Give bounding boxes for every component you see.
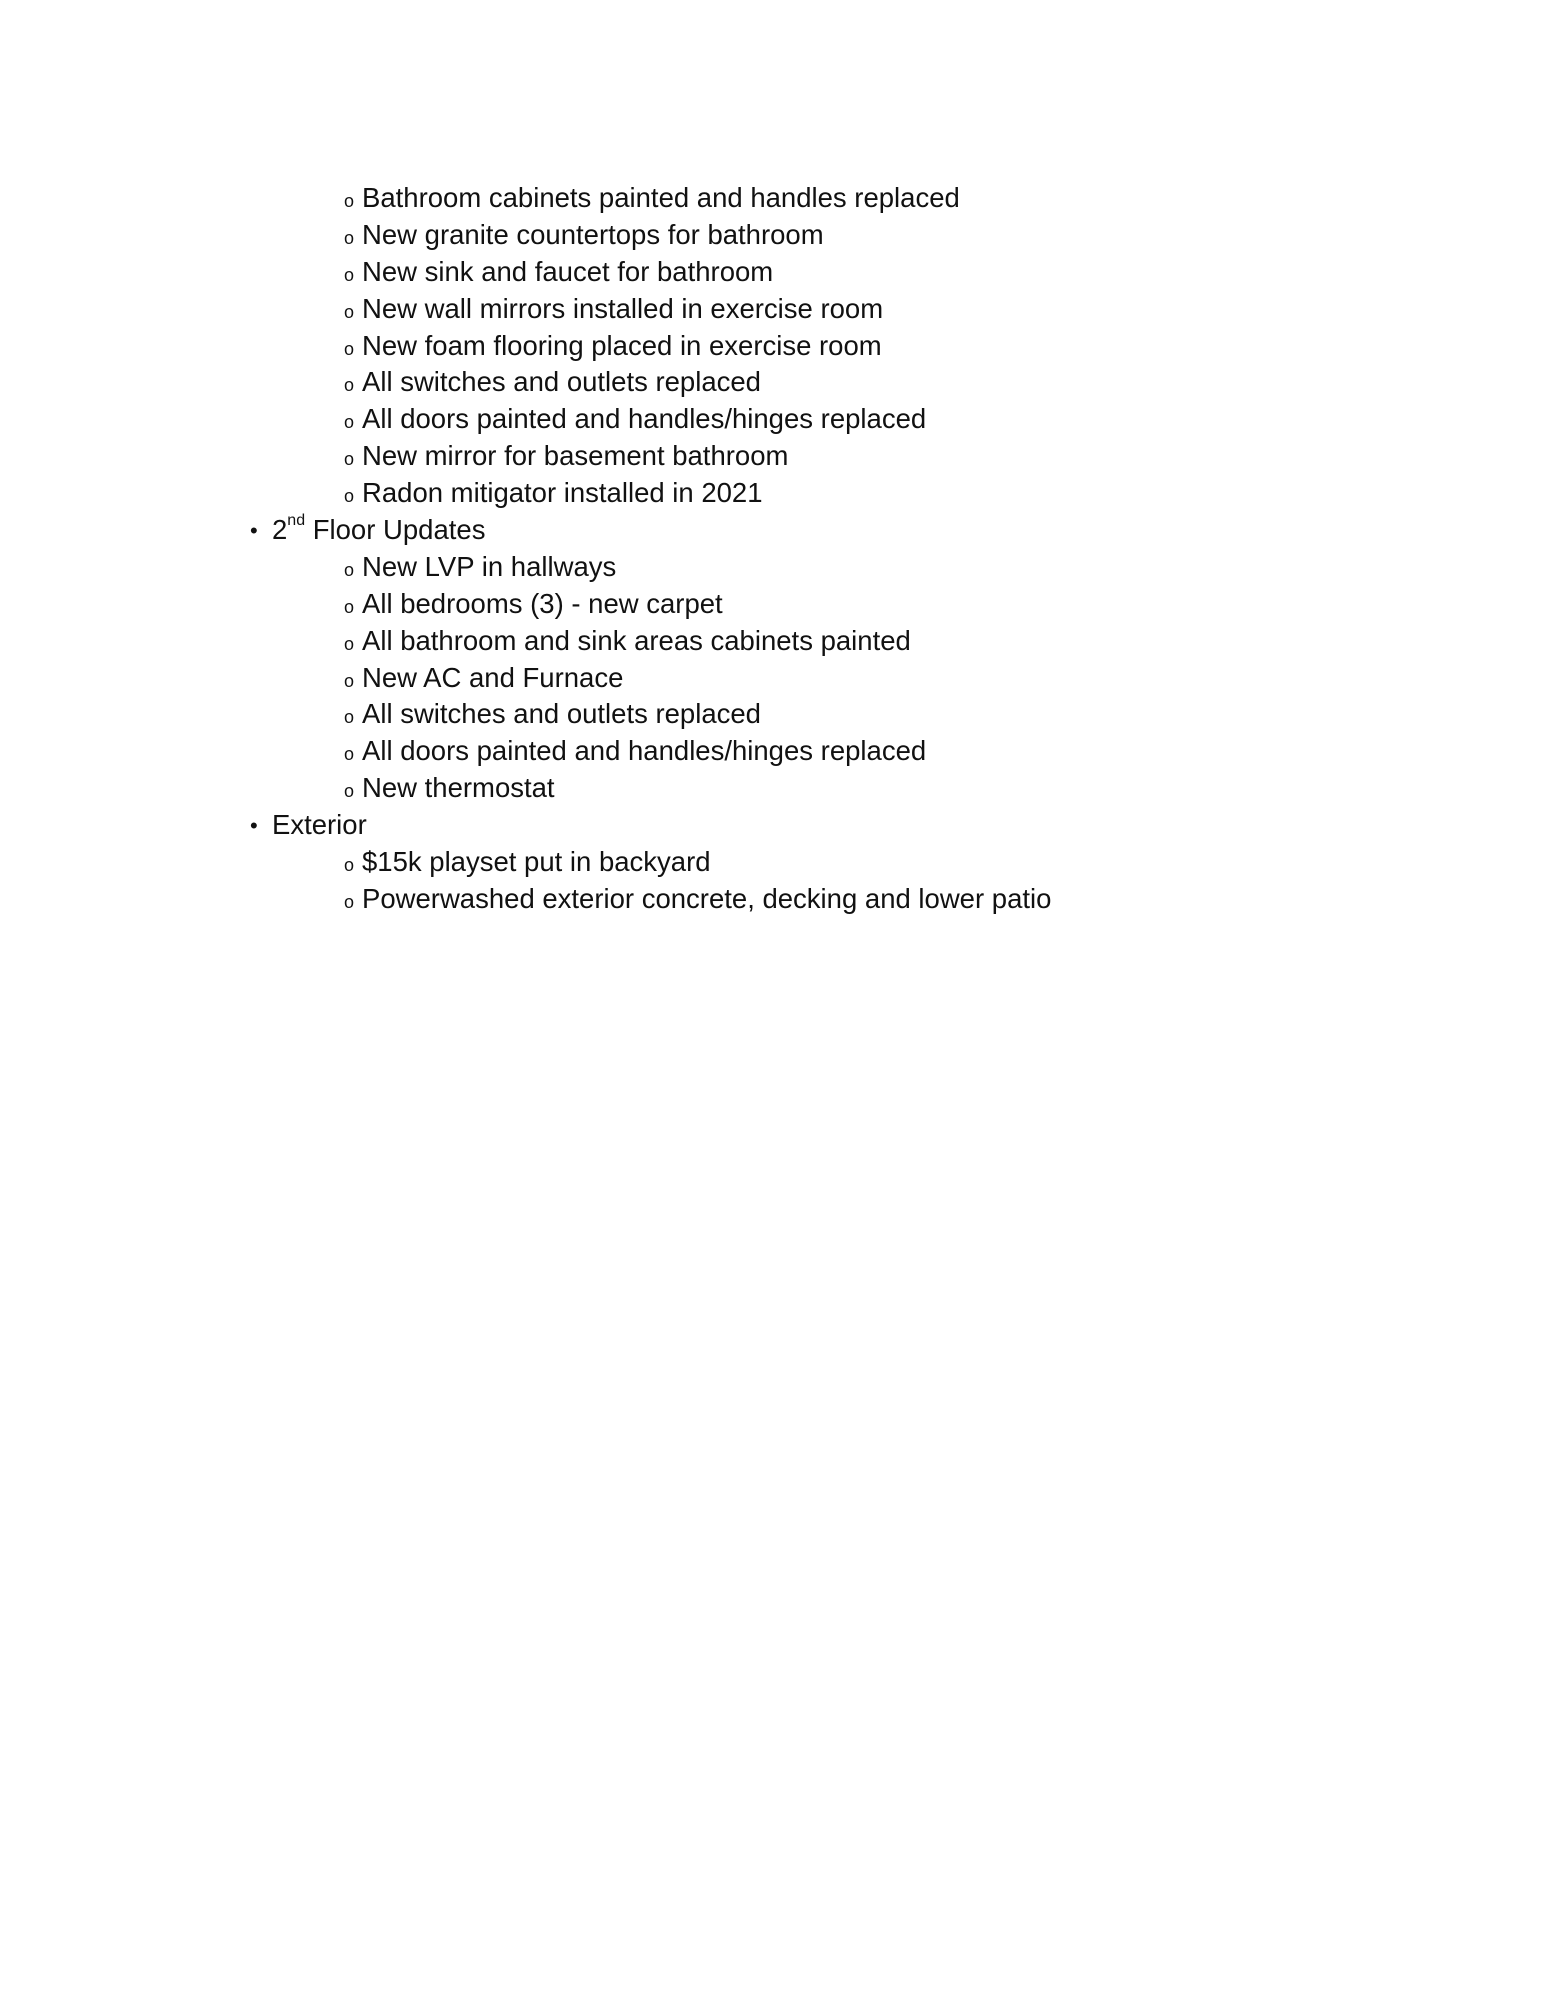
- list-item-text: Bathroom cabinets painted and handles replaced: [362, 182, 960, 213]
- circle-bullet-icon: o: [344, 707, 355, 728]
- circle-bullet-icon: o: [344, 891, 355, 912]
- list-item: [0, 291, 1545, 328]
- list-item: [0, 364, 1545, 401]
- list-item-text: New mirror for basement bathroom: [362, 440, 789, 472]
- circle-bullet-icon: o: [344, 227, 355, 248]
- circle-bullet-icon: o: [344, 486, 355, 507]
- section-heading-exterior: [0, 807, 1545, 844]
- section-heading-second-floor: [0, 512, 1545, 549]
- disc-bullet-icon: •: [250, 518, 258, 544]
- circle-bullet-icon: o: [344, 855, 355, 876]
- list-item: [0, 733, 1545, 770]
- list-item: [0, 881, 1545, 918]
- list-item-text: All bedrooms (3) - new carpet: [362, 587, 723, 619]
- circle-bullet-icon: o: [344, 559, 355, 580]
- list-item: [0, 438, 1545, 475]
- section-heading-text: Exterior: [272, 809, 367, 841]
- list-item: [0, 696, 1545, 733]
- list-item: [0, 844, 1545, 881]
- circle-bullet-icon: o: [344, 264, 355, 285]
- section-heading-text: [272, 512, 485, 549]
- list-item-text: All switches and outlets replaced: [362, 698, 761, 730]
- list-item-text: $15k playset put in backyard: [362, 846, 711, 878]
- list-item: [0, 254, 1545, 291]
- list-item: [0, 549, 1545, 586]
- circle-bullet-icon: o: [344, 744, 355, 765]
- list-item: [0, 180, 1545, 217]
- list-item-text: All switches and outlets replaced: [362, 366, 761, 398]
- circle-bullet-icon: o: [344, 375, 355, 396]
- circle-bullet-icon: o: [344, 338, 355, 359]
- heading-ordinal-suffix: nd: [287, 511, 306, 529]
- list-item: [0, 660, 1545, 697]
- list-item-text: All doors painted and handles/hinges replaced: [362, 735, 927, 767]
- list-item-text: New AC and Furnace: [362, 661, 624, 693]
- circle-bullet-icon: o: [344, 301, 355, 322]
- list-item-text: All doors painted and handles/hinges replaced: [362, 403, 927, 435]
- disc-bullet-icon: •: [250, 813, 258, 839]
- list-item: [0, 770, 1545, 807]
- list-item: [0, 328, 1545, 365]
- list-item-text: New wall mirrors installed in exercise room: [362, 292, 884, 324]
- bullet-list: [0, 180, 1545, 918]
- list-item-text: New thermostat: [362, 772, 555, 804]
- list-item-text: Radon mitigator installed in 2021: [362, 477, 763, 509]
- circle-bullet-icon: o: [344, 781, 355, 802]
- circle-bullet-icon: o: [344, 412, 355, 433]
- list-item-text: New foam flooring placed in exercise room: [362, 329, 882, 361]
- list-item: [0, 475, 1545, 512]
- circle-bullet-icon: o: [344, 596, 355, 617]
- list-item-text: New LVP in hallways: [362, 550, 617, 582]
- list-item-text: New sink and faucet for bathroom: [362, 255, 774, 287]
- list-item-text: All bathroom and sink areas cabinets painted: [362, 624, 911, 656]
- list-item-text: Powerwashed exterior concrete, decking and lower patio: [362, 882, 1052, 914]
- list-item: [0, 401, 1545, 438]
- list-item-text: New granite countertops for bathroom: [362, 218, 824, 250]
- circle-bullet-icon: o: [344, 449, 355, 470]
- list-item: [0, 586, 1545, 623]
- circle-bullet-icon: o: [344, 191, 355, 211]
- heading-number: 2: [272, 514, 288, 546]
- list-item: [0, 623, 1545, 660]
- circle-bullet-icon: o: [344, 633, 355, 654]
- heading-rest: Floor Updates: [305, 514, 486, 546]
- list-item: [0, 217, 1545, 254]
- circle-bullet-icon: o: [344, 670, 355, 691]
